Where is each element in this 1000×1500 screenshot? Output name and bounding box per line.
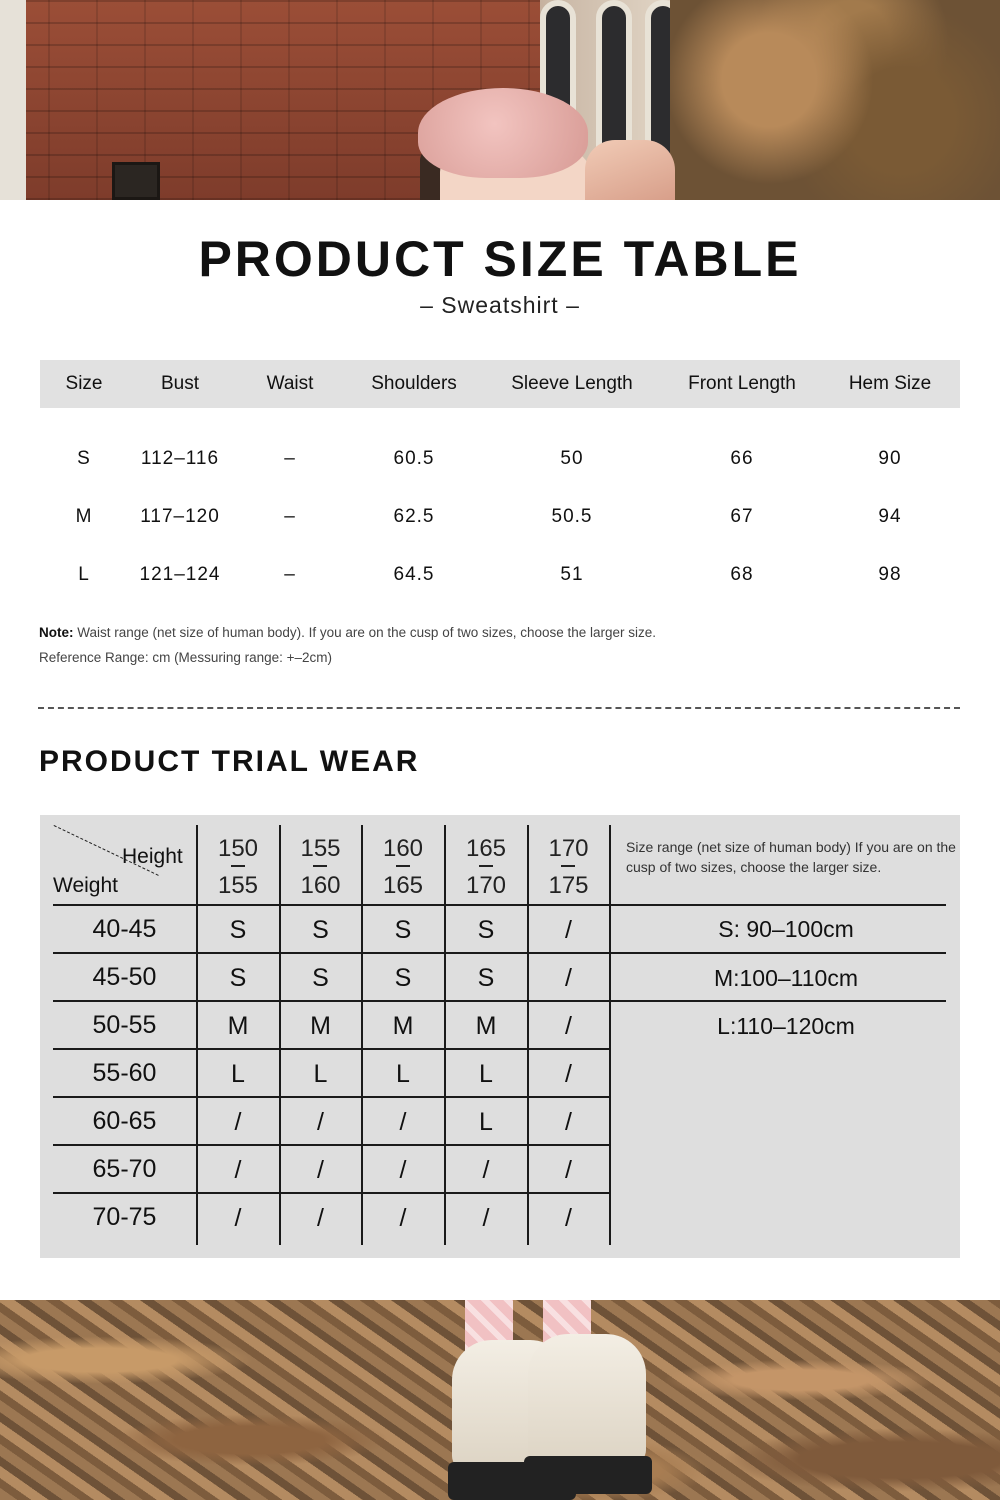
table-cell: 94 [878, 506, 902, 527]
height-range-bar [313, 865, 327, 867]
note-text: Waist range (net size of human body). If you are on the cusp of two sizes, choose the larger size. [73, 625, 657, 640]
size-cell: / [399, 1156, 407, 1184]
table-cell: 98 [878, 564, 902, 585]
table-cell: 60.5 [393, 448, 435, 469]
size-cell: S [477, 916, 495, 944]
size-cell: L [396, 1060, 410, 1088]
height-range-end: 160 [300, 872, 341, 899]
table-cell: 112–116 [140, 448, 220, 469]
size-range-note: Size range (net size of human body) If you are on the cusp of two sizes, choose the larger size. [626, 839, 956, 875]
size-cell: / [317, 1204, 324, 1232]
size-cell: S [312, 964, 329, 992]
size-cell: / [565, 1060, 572, 1088]
size-table-header [40, 360, 960, 408]
size-cell: / [317, 1108, 324, 1136]
weight-cell: 45-50 [92, 963, 157, 991]
note-label: Note: [39, 625, 74, 640]
reference-note: Reference Range: cm (Messuring range: +–2cm) [39, 650, 333, 665]
table-cell: 67 [730, 506, 754, 527]
height-range-end: 170 [465, 872, 507, 899]
table-cell: 50.5 [551, 506, 593, 527]
height-range-end: 165 [382, 872, 424, 899]
size-cell: L [231, 1060, 245, 1088]
height-range-start: 150 [217, 835, 259, 862]
height-range-end: 175 [548, 872, 589, 899]
size-note [39, 625, 656, 640]
size-range-value: M:100–110cm [713, 965, 859, 991]
bottom-photo [0, 1300, 1000, 1500]
table-cell: 121–124 [139, 564, 221, 585]
table-cell: M [75, 506, 93, 527]
size-cell: L [479, 1060, 493, 1088]
size-cell: / [565, 964, 572, 992]
page-subtitle: – Sweatshirt – [420, 292, 580, 318]
height-range-bar [479, 865, 493, 867]
table-cell: 64.5 [393, 564, 435, 585]
size-range-value: S: 90–100cm [718, 916, 854, 942]
size-range-value: L:110–120cm [717, 1013, 855, 1039]
table-row [40, 564, 960, 594]
table-rule [53, 1048, 609, 1050]
size-cell: M [392, 1012, 414, 1040]
table-rule [53, 1000, 946, 1002]
column-header: Size [65, 373, 103, 394]
page-title: PRODUCT SIZE TABLE [198, 231, 802, 287]
column-header: Front Length [688, 373, 796, 394]
height-label: Height [122, 845, 183, 868]
height-range-start: 160 [382, 835, 424, 862]
weight-cell: 60-65 [92, 1107, 157, 1135]
size-cell: / [482, 1156, 490, 1184]
column-header: Sleeve Length [511, 373, 633, 394]
table-rule [53, 904, 946, 906]
size-cell: M [227, 1012, 249, 1040]
size-cell: S [477, 964, 495, 992]
table-cell: 50 [560, 448, 584, 469]
size-cell: / [565, 1108, 572, 1136]
size-cell: / [565, 1156, 572, 1184]
weight-cell: 65-70 [92, 1155, 157, 1183]
size-cell: / [317, 1156, 324, 1184]
sole-right [524, 1456, 652, 1494]
weight-cell: 70-75 [92, 1203, 157, 1231]
height-range-bar [231, 865, 245, 867]
weight-cell: 55-60 [92, 1059, 157, 1087]
column-header: Hem Size [848, 373, 932, 394]
size-cell: / [399, 1108, 407, 1136]
table-rule [609, 825, 611, 1245]
size-cell: M [310, 1012, 331, 1040]
size-cell: / [234, 1156, 242, 1184]
table-row [40, 506, 960, 536]
size-cell: M [475, 1012, 497, 1040]
table-rule [53, 1096, 609, 1098]
trial-wear-table [40, 815, 960, 1258]
trial-section-title: PRODUCT TRIAL WEAR [39, 745, 420, 778]
table-cell: 62.5 [393, 506, 435, 527]
size-cell: S [394, 916, 412, 944]
size-cell: / [565, 1012, 572, 1040]
height-range-bar [396, 865, 410, 867]
table-cell: 66 [730, 448, 754, 469]
table-rule [53, 1144, 609, 1146]
size-cell: / [234, 1204, 242, 1232]
size-cell: / [482, 1204, 490, 1232]
height-range-bar [561, 865, 575, 867]
table-cell: – [284, 564, 296, 585]
table-cell: 117–120 [140, 506, 220, 527]
weight-cell: 50-55 [92, 1011, 157, 1039]
column-header: Waist [266, 373, 314, 394]
size-cell: L [479, 1108, 493, 1136]
size-cell: S [229, 964, 247, 992]
table-cell: 51 [560, 564, 584, 585]
size-cell: / [234, 1108, 242, 1136]
weight-cell: 40-45 [92, 915, 157, 943]
table-row [40, 448, 960, 478]
table-cell: 90 [878, 448, 902, 469]
size-cell: S [229, 916, 247, 944]
size-cell: S [394, 964, 412, 992]
size-cell: L [313, 1060, 328, 1088]
column-header: Shoulders [371, 373, 457, 394]
table-rule [53, 1192, 609, 1194]
height-range-start: 165 [465, 835, 507, 862]
size-cell: / [399, 1204, 407, 1232]
size-cell: / [565, 916, 572, 944]
shoe-right [528, 1334, 646, 1464]
weight-label: Weight [53, 874, 118, 897]
size-cell: / [565, 1204, 572, 1232]
table-cell: L [78, 564, 90, 585]
height-range-end: 155 [217, 872, 259, 899]
table-cell: 68 [730, 564, 754, 585]
column-header: Bust [160, 373, 200, 394]
size-cell: S [312, 916, 329, 944]
top-photo [0, 0, 1000, 200]
table-rule [53, 952, 946, 954]
table-cell: S [77, 448, 91, 469]
table-cell: – [284, 448, 296, 469]
height-range-start: 170 [548, 835, 589, 862]
height-range-start: 155 [300, 835, 341, 862]
table-cell: – [284, 506, 296, 527]
section-divider [38, 707, 960, 709]
